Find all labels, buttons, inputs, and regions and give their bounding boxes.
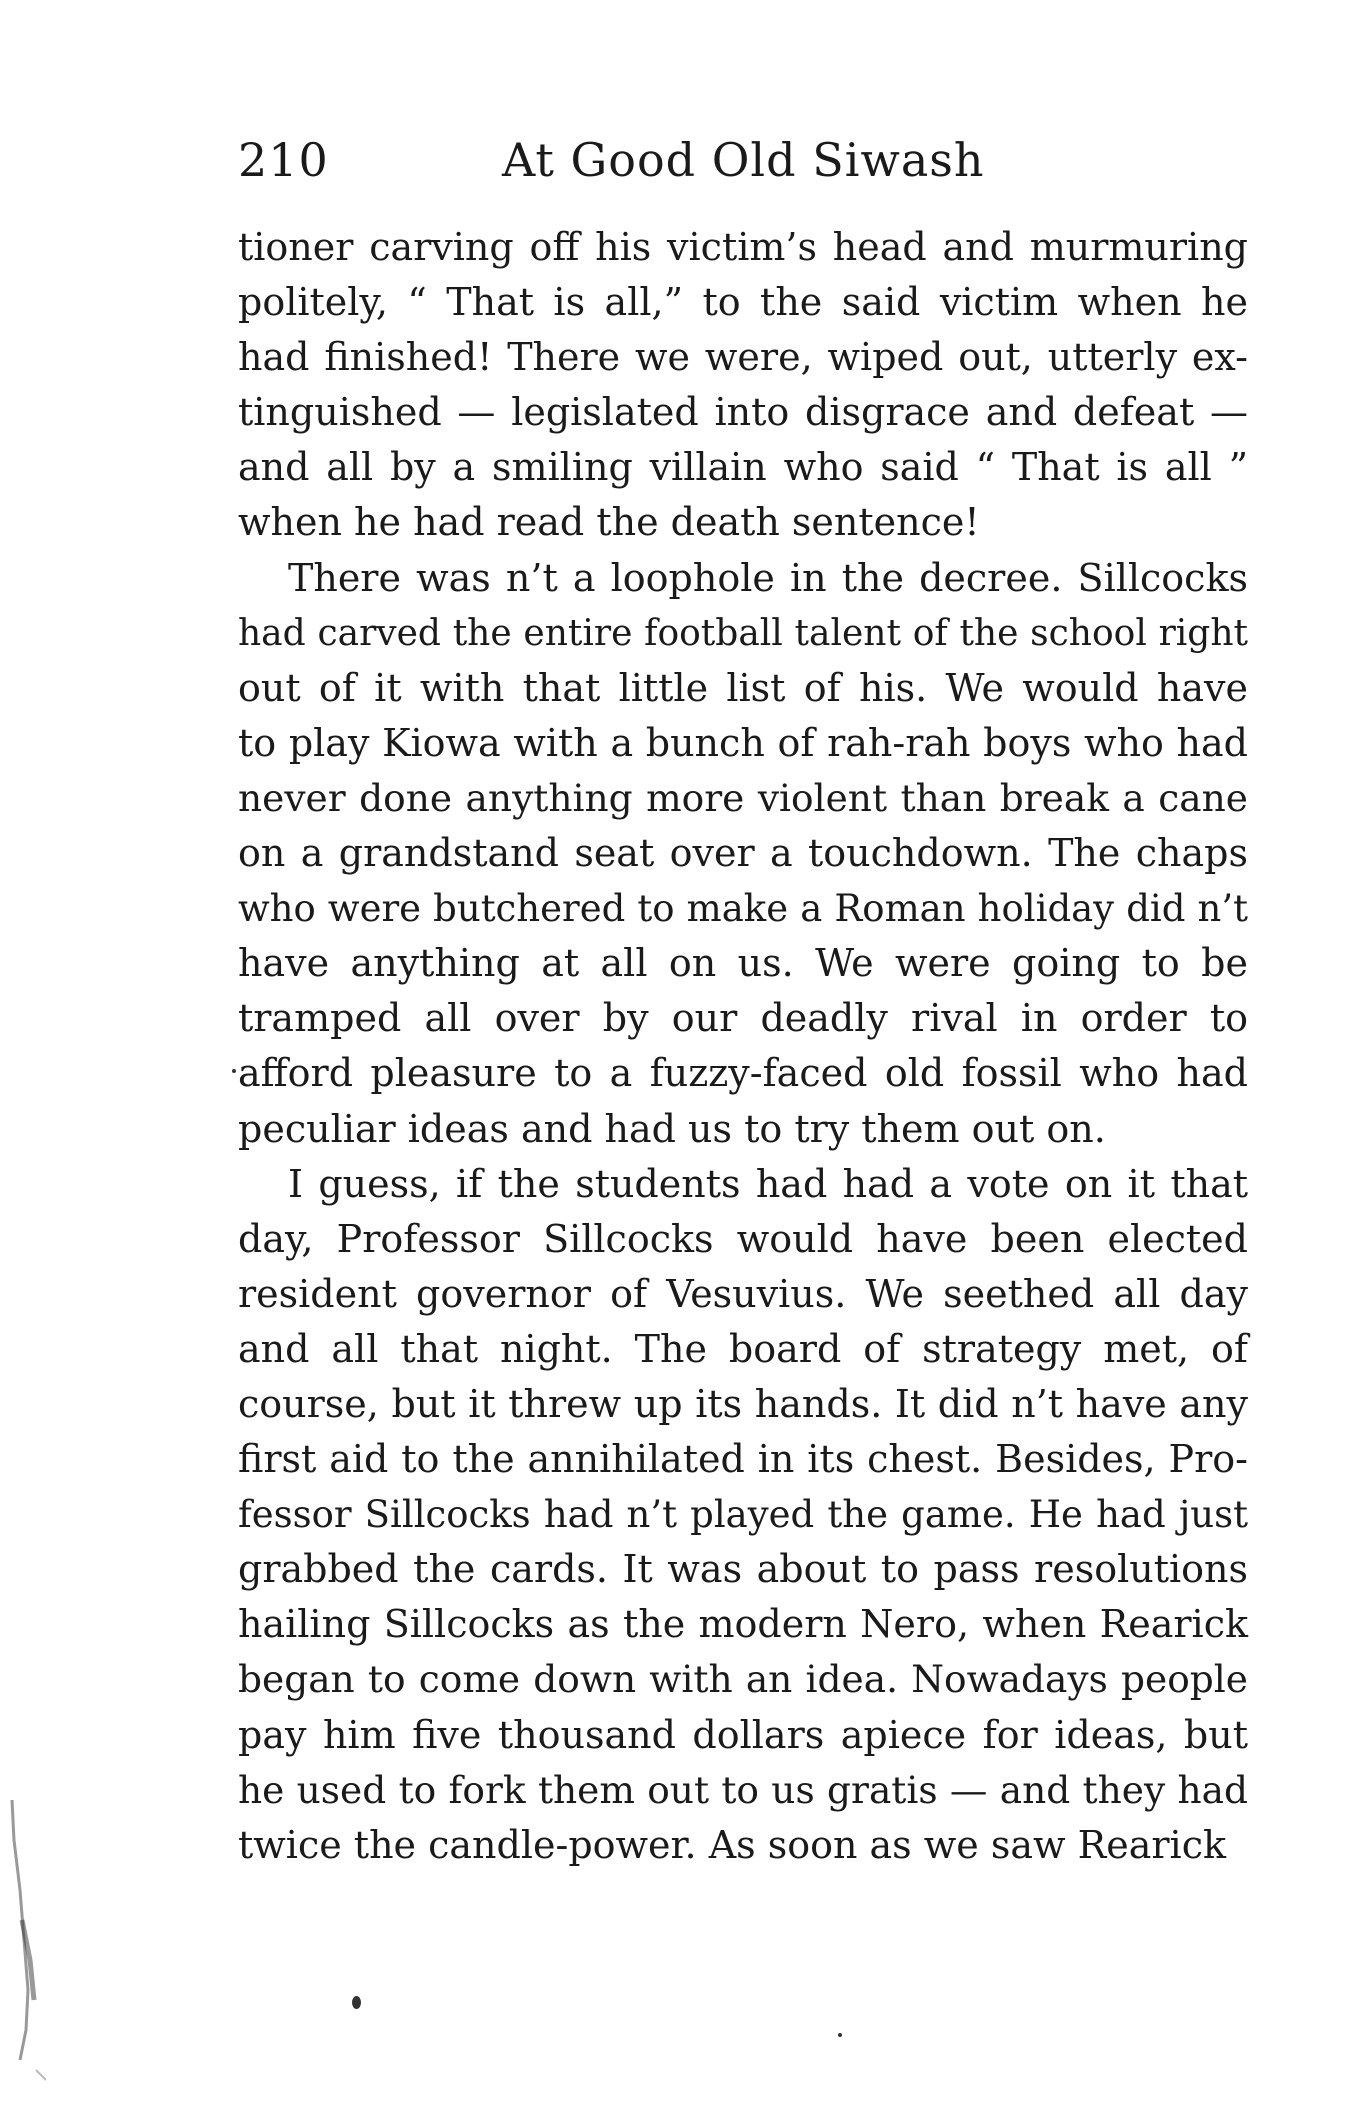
text-line: politely, “ That is all,” to the said victim when he <box>238 280 1248 325</box>
text-line: first aid to the annihilated in its chest. Besides, Pro- <box>238 1437 1248 1482</box>
text-line: to play Kiowa with a bunch of rah-rah boys who had <box>238 720 1248 765</box>
text-line: twice the candle-power. As soon as we saw Rearick <box>238 1822 1226 1867</box>
binding-edge-smudge <box>6 1800 46 2100</box>
text-line: afford pleasure to a fuzzy-faced old fossil who had <box>238 1051 1248 1096</box>
text-line: never done anything more violent than break a cane <box>238 775 1248 820</box>
text-line: course, but it threw up its hands. It did n’t have any <box>238 1381 1248 1426</box>
body-text <box>238 220 1248 1873</box>
page-number: 210 <box>238 133 329 187</box>
ink-speck <box>352 1996 361 2009</box>
text-line: day, Professor Sillcocks would have been elected <box>238 1216 1248 1261</box>
paragraph <box>238 551 1248 1157</box>
text-line: had carved the entire football talent of the school right <box>238 612 1248 654</box>
text-line: fessor Sillcocks had n’t played the game. He had just <box>238 1493 1248 1537</box>
paragraph <box>238 1157 1248 1873</box>
text-line: out of it with that little list of his. We would have <box>238 665 1248 710</box>
text-line: began to come down with an idea. Nowadays people <box>238 1657 1248 1702</box>
ink-speck <box>838 2033 842 2037</box>
text-line: I guess, if the students had had a vote on it that <box>288 1161 1248 1206</box>
paragraph <box>238 220 1248 551</box>
text-line: tioner carving off his victim’s head and murmuring <box>238 225 1248 269</box>
text-line: pay him five thousand dollars apiece for ideas, but <box>238 1712 1248 1757</box>
text-line: grabbed the cards. It was about to pass resolutions <box>238 1547 1248 1592</box>
ink-speck <box>232 1069 236 1073</box>
text-line: There was n’t a loophole in the decree. Sillcocks <box>288 555 1248 600</box>
text-line: who were butchered to make a Roman holiday did n’t <box>238 887 1248 931</box>
text-line: he used to fork them out to us gratis — and they had <box>238 1767 1248 1812</box>
text-line: on a grandstand seat over a touchdown. The chaps <box>238 831 1248 876</box>
text-line: have anything at all on us. We were going to be <box>238 941 1248 986</box>
text-line: tramped all over by our deadly rival in order to <box>238 996 1248 1041</box>
text-line: resident governor of Vesuvius. We seethed all day <box>238 1271 1248 1316</box>
text-line: hailing Sillcocks as the modern Nero, when Rearick <box>238 1602 1248 1647</box>
text-line: and all that night. The board of strategy met, of <box>238 1326 1248 1371</box>
text-line: when he had read the death sentence! <box>238 500 980 545</box>
text-line: and all by a smiling villain who said “ That is all ” <box>238 445 1248 490</box>
running-title: At Good Old Siwash <box>502 133 985 187</box>
text-line: peculiar ideas and had us to try them out on. <box>238 1106 1106 1151</box>
text-line: tinguished — legislated into disgrace and defeat — <box>238 390 1248 435</box>
page-header <box>238 130 1248 190</box>
text-line: had finished! There we were, wiped out, utterly ex- <box>238 335 1248 380</box>
